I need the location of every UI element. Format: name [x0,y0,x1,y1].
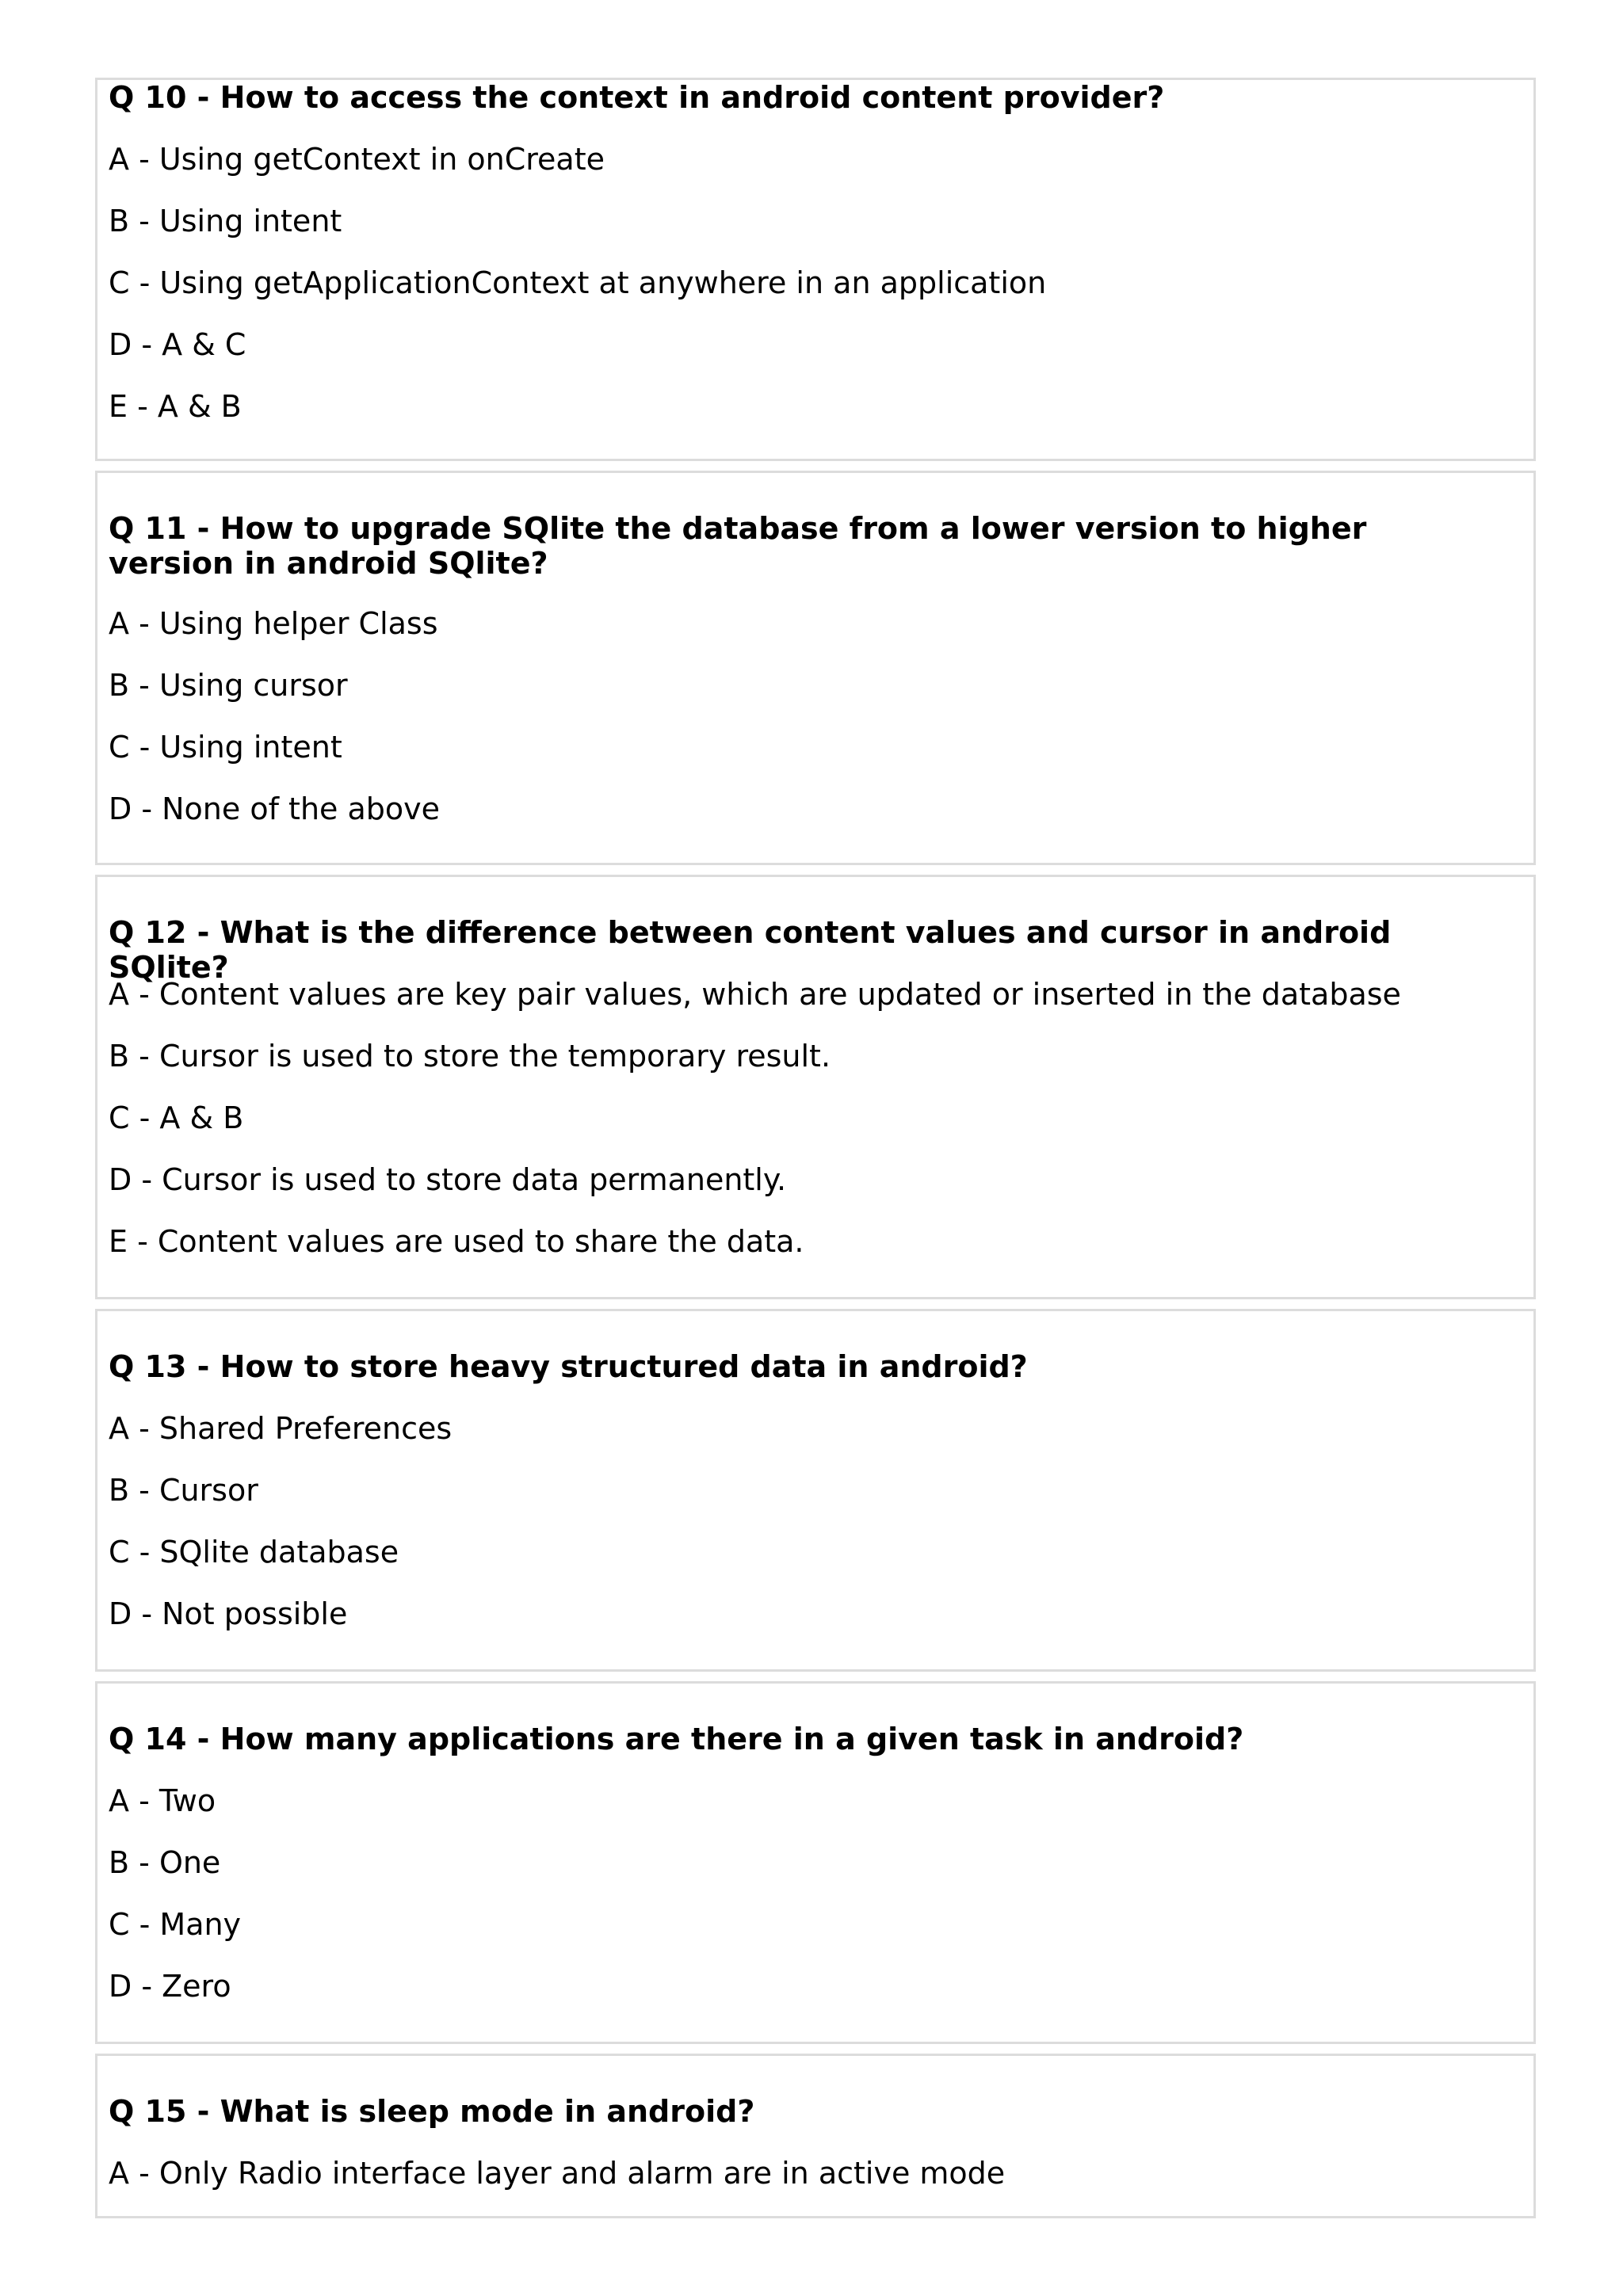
question-card-q14 [95,1681,1536,2044]
question-title: Q 12 - What is the difference between content values and cursor in android SQlite? [109,915,1392,985]
question-card-q15 [95,2054,1536,2218]
option-d: D - A & C [109,327,246,362]
option-e: E - Content values are used to share the data. [109,1224,804,1259]
option-d: D - Cursor is used to store data permanently. [109,1162,787,1197]
option-a: A - Using getContext in onCreate [109,142,605,177]
option-a: A - Content values are key pair values, which are updated or inserted in the database [109,977,1401,1012]
option-a: A - Shared Preferences [109,1411,453,1446]
option-b: B - One [109,1845,221,1880]
option-d: D - Not possible [109,1596,348,1631]
option-b: B - Cursor [109,1473,258,1508]
question-card-q11 [95,471,1536,865]
option-b: B - Using cursor [109,668,348,703]
option-b: B - Using intent [109,204,342,238]
question-title: Q 15 - What is sleep mode in android? [109,2094,755,2129]
option-c: C - Using intent [109,730,342,765]
question-title: Q 10 - How to access the context in android content provider? [109,80,1165,115]
option-c: C - Many [109,1907,242,1942]
option-d: D - Zero [109,1969,231,2004]
option-a: A - Only Radio interface layer and alarm are in active mode [109,2156,1006,2191]
option-e: E - A & B [109,389,242,424]
question-card-q12 [95,875,1536,1299]
option-a: A - Using helper Class [109,606,438,641]
question-title: Q 13 - How to store heavy structured data in android? [109,1349,1028,1384]
option-c: C - Using getApplicationContext at anywhere in an application [109,265,1047,300]
question-card-q10 [95,78,1536,461]
question-title: Q 14 - How many applications are there in a given task in android? [109,1722,1244,1756]
option-d: D - None of the above [109,791,441,826]
option-a: A - Two [109,1783,216,1818]
option-c: C - SQlite database [109,1535,399,1569]
question-card-q13 [95,1309,1536,1672]
option-c: C - A & B [109,1100,244,1135]
question-title: Q 11 - How to upgrade SQlite the database from a lower version to higher version in android SQlite? [109,511,1367,581]
option-b: B - Cursor is used to store the temporary result. [109,1039,831,1074]
